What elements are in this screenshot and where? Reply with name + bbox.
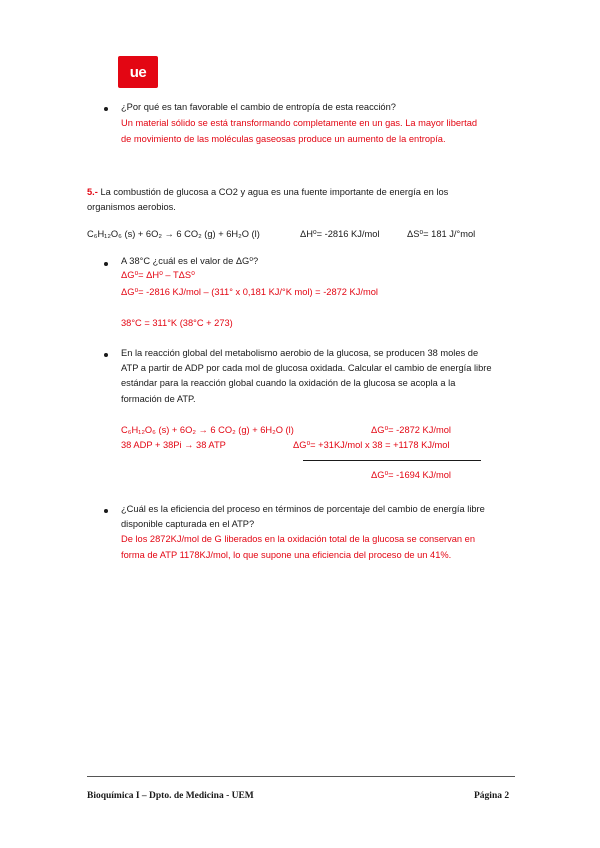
atp-synthesis-equation: 38 ADP + 38Pi → 38 ATP: [121, 440, 226, 450]
bullet: [104, 107, 108, 111]
entropy-answer-line-2: de movimiento de las moléculas gaseosas produce un aumento de la entropía.: [121, 134, 446, 144]
section-number: 5.-: [87, 187, 98, 197]
entropy-question: ¿Por qué es tan favorable el cambio de entropía de esta reacción?: [121, 102, 396, 112]
university-logo: [118, 56, 158, 88]
bullet: [104, 353, 108, 357]
dG-formula: ΔG⁰= ΔH⁰ – TΔS⁰: [121, 270, 195, 280]
glucose-combustion-equation: C₆H₁₂O₆ (s) + 6O₂ → 6 CO₂ (g) + 6H₂O (l): [87, 229, 260, 239]
atp-question-line-1: En la reacción global del metabolismo aerobio de la glucosa, se producen 38 moles de: [121, 348, 479, 358]
bullet: [104, 509, 108, 513]
sum-divider: [303, 460, 481, 461]
footer-course: Bioquímica I – Dpto. de Medicina - UEM: [87, 791, 254, 801]
dG-calculation: ΔG⁰= -2816 KJ/mol – (311° x 0,181 KJ/°K mol) = -2872 KJ/mol: [121, 287, 378, 297]
section-5-intro: [87, 186, 448, 198]
atp-question-line-4: formación de ATP.: [121, 394, 196, 404]
dG-question: A 38°C ¿cuál es el valor de ΔG⁰?: [121, 256, 259, 266]
bullet: [104, 262, 108, 266]
efficiency-question-line-1: ¿Cuál es la eficiencia del proceso en términos de porcentaje del cambio de energía libre: [121, 504, 485, 514]
total-dG: ΔG⁰= -1694 KJ/mol: [371, 470, 451, 480]
efficiency-answer-line-1: De los 2872KJ/mol de G liberados en la oxidación total de la glucosa se conservan en: [121, 534, 476, 544]
entropy-value: ΔS⁰= 181 J/°mol: [407, 229, 476, 239]
atp-synthesis-dG: ΔG⁰= +31KJ/mol x 38 = +1178 KJ/mol: [293, 440, 450, 450]
section-intro-text: La combustión de glucosa a CO2 y agua es una fuente importante de energía en los: [97, 187, 449, 197]
enthalpy-value: ΔH⁰= -2816 KJ/mol: [300, 229, 380, 239]
efficiency-answer-line-2: forma de ATP 1178KJ/mol, lo que supone una eficiencia del proceso de un 41%.: [121, 550, 452, 560]
glucose-oxidation-equation: C₆H₁₂O₆ (s) + 6O₂ → 6 CO₂ (g) + 6H₂O (l): [121, 425, 294, 435]
footer-rule: [87, 776, 515, 777]
entropy-answer-line-1: Un material sólido se está transformando completamente en un gas. La mayor libertad: [121, 118, 478, 128]
temperature-conversion: 38°C = 311°K (38°C + 273): [121, 318, 233, 328]
logo-text: ue: [129, 63, 147, 81]
glucose-oxidation-dG: ΔG⁰= -2872 KJ/mol: [371, 425, 451, 435]
atp-question-line-3: estándar para la reacción global cuando la oxidación de la glucosa se acopla a la: [121, 378, 456, 388]
section-5-intro-line-2: organismos aerobios.: [87, 202, 176, 212]
atp-question-line-2: ATP a partir de ADP por cada mol de glucosa oxidada. Calcular el cambio de energía libre: [121, 363, 492, 373]
efficiency-question-line-2: disponible capturada en el ATP?: [121, 519, 255, 529]
footer-page-number: Página 2: [474, 791, 510, 801]
